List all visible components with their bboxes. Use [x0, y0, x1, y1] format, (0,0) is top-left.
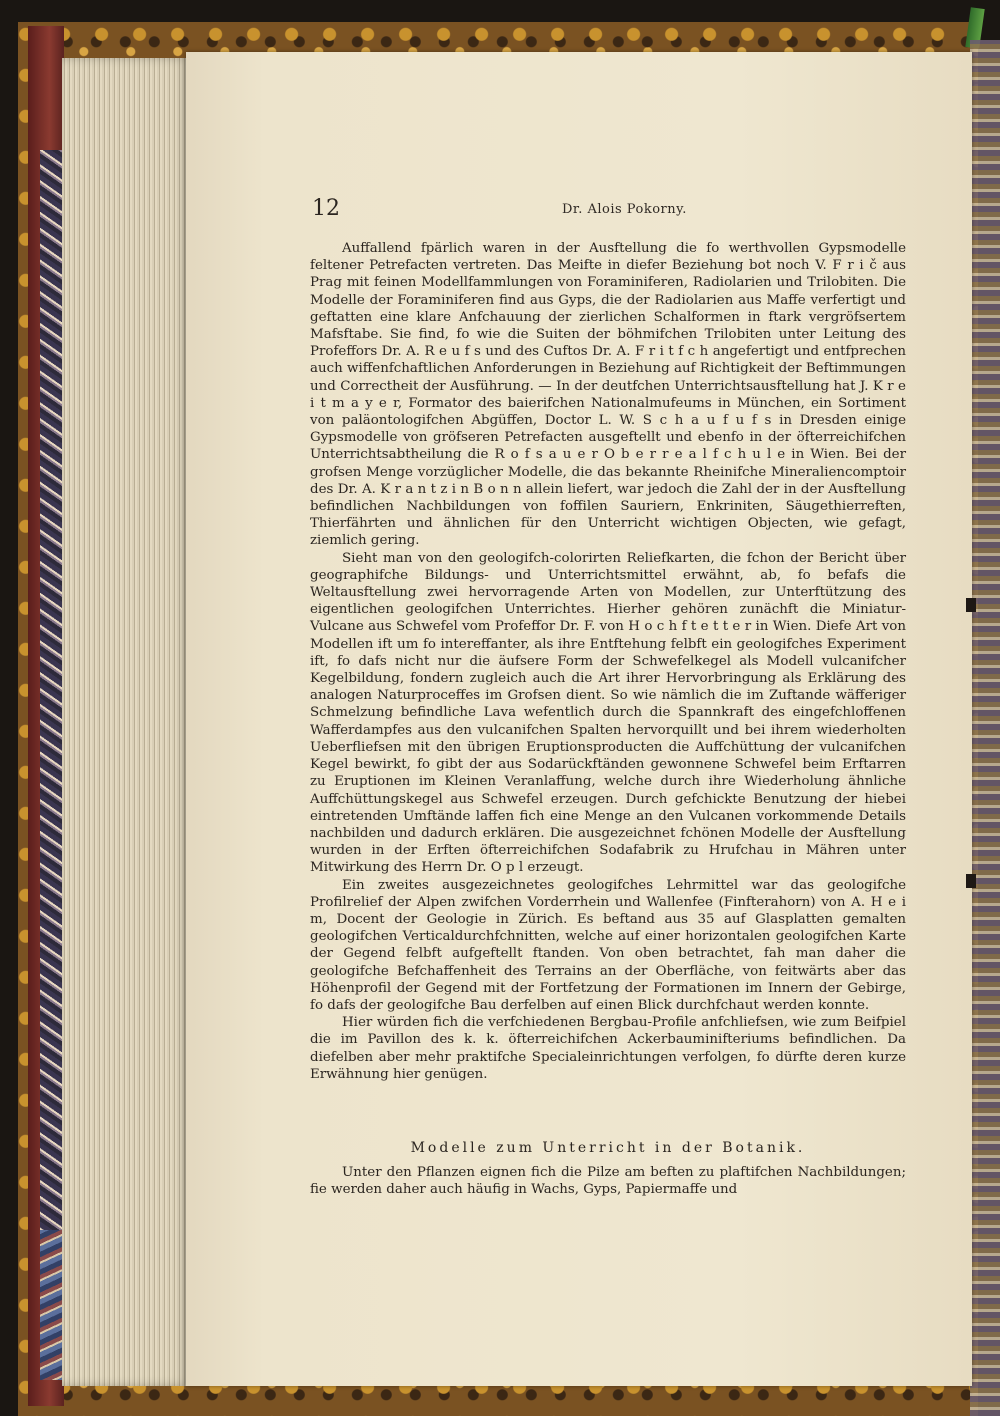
paragraph: Sieht man von den geologifch-colorirten Reliefkarten, die fchon der Bericht über geographifche Bildungs- und Unterrichtsmittel erwähnt, ab, fo befafs die Weltausftellung zwei hervorragende Arten von Modellen, zur Unterftützung des eigentlichen geologifchen Unterrichtes. Hierher gehören zunächft die Miniatur-Vulcane aus Schwefel vom Profeffor Dr. F. von H o c h f t e t t e r in Wien. Diefe Art von Modellen ift um fo intereffanter, als ihre Entftehung felbft ein geologifches Experiment ift, fo dafs nicht nur die äufsere Form der Schwefelkegel als Modell vulcanifcher Kegelbildung, fondern zugleich auch die Art ihrer Hervorbringung als Erklärung des analogen Naturproceffes im Grofsen dient. So wie nämlich die im Zuftande wäfferiger Schmelzung befindliche Lava wefentlich durch die Spannkraft des eingefchloffenen Wafferdampfes aus den vulcanifchen Spalten hervorquillt und bei ihrem wiederholten Ueberfliefsen mit den übrigen Eruptionsproducten die Auffchüttung der vulcanifchen Kegel bewirkt, fo gibt der aus Sodarückftänden gewonnene Schwefel beim Erftarren zu Eruptionen im Kleinen Veranlaffung, welche durch ihre Wiederholung ähnliche Auffchüttungskegel aus Schwefel erzeugen. Durch gefchickte Benutzung der hiebei eintretenden Umftände laffen fich eine Menge an den Vulcanen vorkommende Details nachbilden und dadurch erklären. Die ausgezeichnet fchönen Modelle der Ausftellung wurden in der Erften öfterreichifchen Sodafabrik zu Hrufchau in Mähren unter Mitwirkung des Herrn Dr. O p l erzeugt. [310, 550, 906, 876]
paragraph: Auffallend fpärlich waren in der Ausftellung die fo werthvollen Gypsmodelle feltener Petrefacten vertreten. Das Meifte in diefer Beziehung bot noch V. F r i č aus Prag mit feinen Modellfammlungen von Foraminiferen, Radiolarien und Trilobiten. Die Modelle der Foraminiferen find aus Gyps, die der Radiolarien aus Maffe verfertigt und geftatten eine klare Anfchauung der zierlichen Schalformen in ftark vergröfsertem Mafsftabe. Sie find, fo wie die Suiten der böhmifchen Trilobiten unter Leitung des Profeffors Dr. A. R e u f s und des Cuftos Dr. A. F r i t f c h angefertigt und entfprechen auch wiffenfchaftlichen Anforderungen in Beziehung auf Richtigkeit der Beftimmungen und Correctheit der Ausführung. — In der deutfchen Unterrichtsausftellung hat J. K r e i t m a y e r, Formator des baierifchen Nationalmufeums in München, ein Sortiment von paläontologifchen Abgüffen, Doctor L. W. S c h a u f u f s in Dresden einige Gypsmodelle von gröfseren Petrefacten ausgeftellt und ebenfo in der öfterreichifchen Unterrichtsabtheilung die R o f s a u e r O b e r r e a l f c h u l e in Wien. Bei der grofsen Menge vorzüglicher Modelle, die das bekannte Rheinifche Mineraliencomptoir des Dr. A. K r a n t z i n B o n n allein liefert, war jedoch die Zahl der in der Ausftellung befindlichen Nachbildungen von foffilen Sauriern, Enkriniten, Säugethierreften, Thierfährten und ähnlichen für den Unterricht wichtigen Objecten, wie gefagt, ziemlich gering. [310, 241, 906, 549]
paragraph: Unter den Pflanzen eignen fich die Pilze am beften zu plaftifchen Nachbildungen; fie werden daher auch häufig in Wachs, Gyps, Papiermaffe und [310, 1165, 906, 1198]
edge-mark [966, 874, 976, 888]
page-number: 12 [312, 196, 340, 221]
section-heading: Modelle zum Unterricht in der Botanik. [410, 1140, 806, 1156]
running-head: Dr. Alois Pokorny. [562, 202, 687, 217]
page-header [312, 196, 908, 226]
edge-mark [966, 598, 976, 612]
facing-page-edge [970, 40, 1000, 1416]
body-text-continued [310, 1164, 906, 1198]
body-text [310, 240, 906, 1083]
page-stack-edges [62, 58, 190, 1386]
paragraph: Hier würden fich die verfchiedenen Bergbau-Profile anfchliefsen, wie zum Beifpiel die im Pavillon des k. k. öfterreichifchen Ackerbauminifteriums befindlichen. Da diefelben aber mehr praktifche Specialeinrichtungen verfolgen, fo dürfte deren kurze Erwähnung hier genügen. [310, 1015, 906, 1082]
paragraph: Ein zweites ausgezeichnetes geologifches Lehrmittel war das geologifche Profilrelief der Alpen zwifchen Vorderrhein und Wallenfee (Finfterahorn) von A. H e i m, Docent der Geologie in Zürich. Es beftand aus 35 auf Glasplatten gemalten geologifchen Verticaldurchfchnitten, welche auf einer horizontalen geologifchen Karte der Gegend felbft aufgeftellt ftanden. Von oben betrachtet, fah man daher die geologifche Befchaffenheit des Terrains an der Oberfläche, von feitwärts aber das Höhenprofil der Gegend mit der Fortfetzung der Formationen im Innern der Gebirge, fo dafs der geologifche Bau derfelben auf einen Blick durchfchaut werden konnte. [310, 877, 906, 1013]
